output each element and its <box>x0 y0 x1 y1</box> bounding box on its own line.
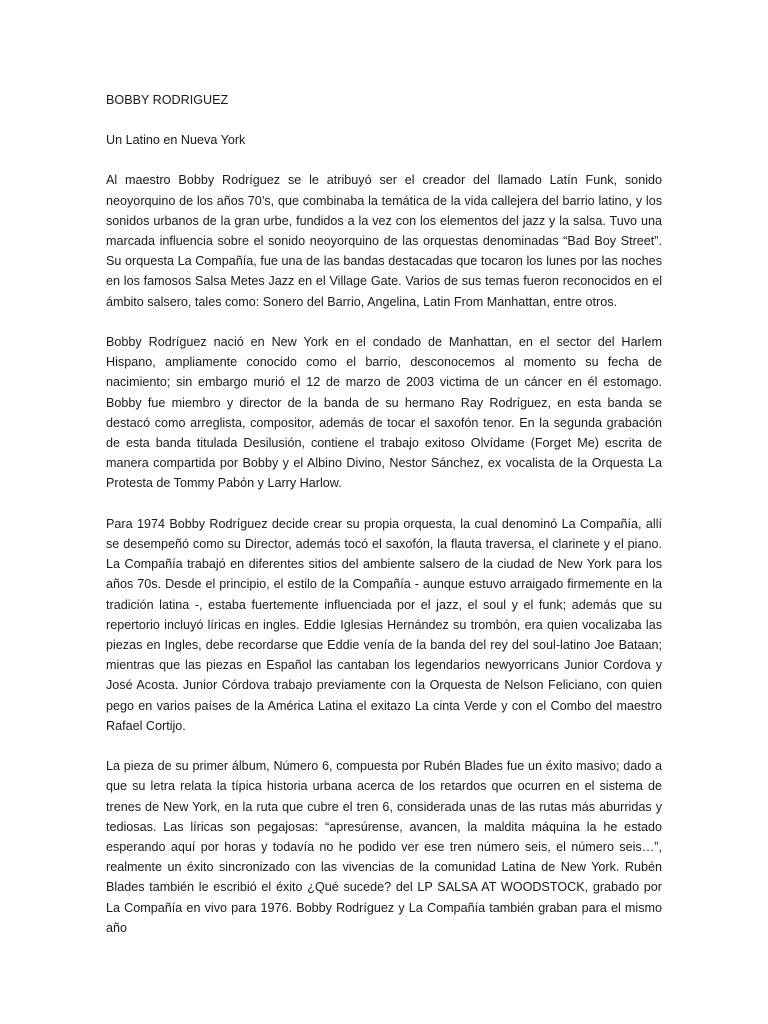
document-subtitle: Un Latino en Nueva York <box>106 133 246 148</box>
paragraph-2: Bobby Rodríguez nació en New York en el condado de Manhattan, en el sector del Harlem Hispano, ampliamente conocido como el barrio, desconocemos al momento su fecha de nacimiento; sin embargo murió el 12 de marzo de 2003 victima de un cáncer en él estomago. Bobby fue miembro y director de la banda de su hermano Ray Rodríguez, en esta banda se destacó como arreglista, compositor, además de tocar el saxofón tenor. En la segunda grabación de esta banda titulada Desilusión, contiene el trabajo exitoso Olvídame (Forget Me) escrita de manera compartida por Bobby y el Albino Divino, Nestor Sánchez, ex vocalista de la Orquesta La Protesta de Tommy Pabón y Larry Harlow. <box>106 335 662 491</box>
document-page <box>106 90 662 958</box>
document-title: BOBBY RODRIGUEZ <box>106 93 229 107</box>
paragraph-4: La pieza de su primer álbum, Número 6, compuesta por Rubén Blades fue un éxito masivo; dado a que su letra relata la típica historia urbana acerca de los retardos que ocurren en el sistema de trenes de New York, en la ruta que cubre el tren 6, considerada unas de las rutas más aburridas y tediosas. Las líricas son pegajosas: “apresúrense, avancen, la maldita máquina la he estado esperando aquí por horas y todavía no he podido ver ese tren número seis, el número seis…”, realmente un éxito sincronizado con las vivencias de la comunidad Latina de New York. Rubén Blades también le escribió el éxito ¿Qué sucede? del LP SALSA AT WOODSTOCK, grabado por La Compañía en vivo para 1976. Bobby Rodríguez y La Compañía también graban para el mismo año <box>106 759 662 935</box>
paragraph-3: Para 1974 Bobby Rodríguez decide crear su propia orquesta, la cual denominó La Compañía, allí se desempeñó como su Director, además tocó el saxofón, la flauta traversa, el clarinete y el piano. La Compañía trabajó en diferentes sitios del ambiente salsero de la ciudad de New York para los años 70s. Desde el principio, el estilo de la Compañía - aunque estuvo arraigado firmemente en la tradición latina -, estaba fuertemente influenciada por el jazz, el soul y el funk; además que su repertorio incluyó líricas en ingles. Eddie Iglesias Hernández su trombón, era quien vocalizaba las piezas en Ingles, debe recordarse que Eddie venía de la banda del rey del soul-latino Joe Bataan; mientras que las piezas en Español las cantaban los legendarios newyorricans Junior Cordova y José Acosta. Junior Córdova trabajo previamente con la Orquesta de Nelson Feliciano, con quien pego en varios países de la América Latina el exitazo La cinta Verde y con el Combo del maestro Rafael Cortijo. <box>106 516 662 733</box>
paragraph-1: Al maestro Bobby Rodríguez se le atribuyó ser el creador del llamado Latín Funk, sonido neoyorquino de los años 70’s, que combinaba la temática de la vida callejera del barrio latino, y los sonidos urbanos de la gran urbe, fundidos a la vez con los elementos del jazz y la salsa. Tuvo una marcada influencia sobre el sonido neoyorquino de las orquestas denominadas “Bad Boy Street”. Su orquesta La Compañía, fue una de las bandas destacadas que tocaron los lunes por las noches en los famosos Salsa Metes Jazz en el Village Gate. Varios de sus temas fueron reconocidos en el ámbito salsero, tales como: Sonero del Barrio, Angelina, Latin From Manhattan, entre otros. <box>106 173 662 309</box>
